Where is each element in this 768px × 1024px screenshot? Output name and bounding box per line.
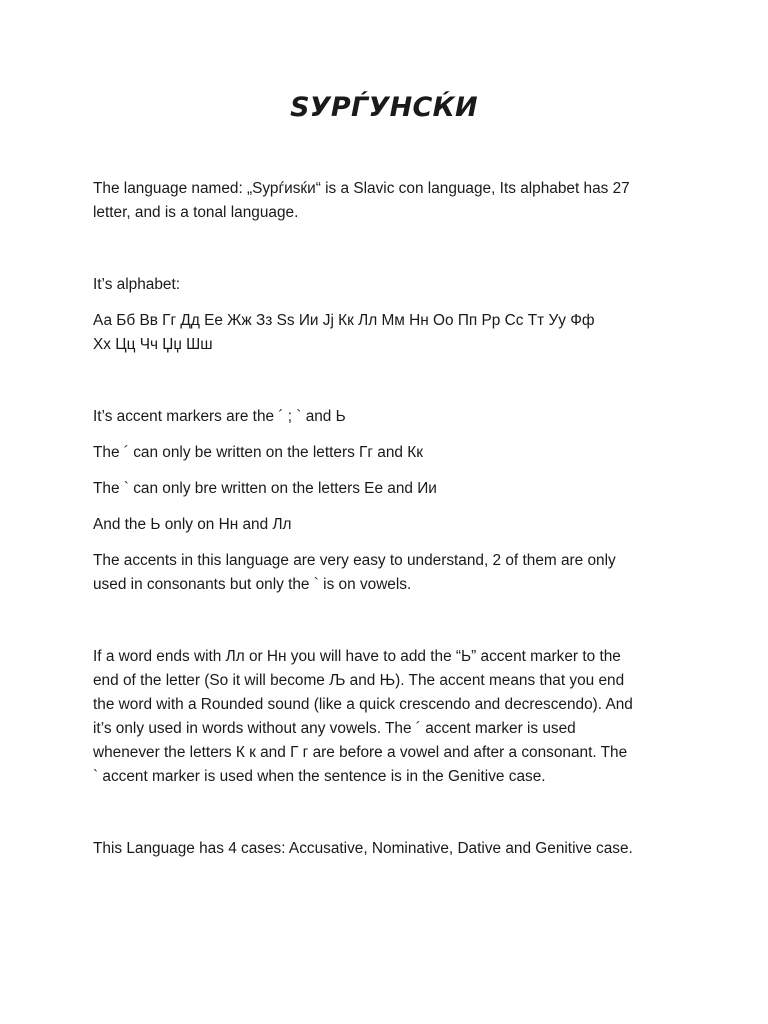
alphabet-paragraph	[93, 309, 683, 357]
word-end-line-4: it’s only used in words without any vowels. The ´ accent marker is used	[93, 720, 576, 737]
word-end-line-5: whenever the letters К к and Г г are before a vowel and after a consonant. The	[93, 744, 628, 761]
acute-rule-paragraph: The ´ can only be written on the letters Гг and Кк	[93, 444, 423, 461]
word-end-rule-paragraph	[93, 645, 683, 789]
intro-paragraph	[93, 177, 683, 225]
word-end-line-1: If a word ends with Лл or Нн you will have to add the “Ь” accent marker to the	[93, 648, 621, 665]
intro-line-1: The language named: „Sурѓиsќи“ is a Slavic con language, Its alphabet has 27	[93, 180, 630, 197]
accent-markers-paragraph: It’s accent markers are the ´ ; ` and Ь	[93, 408, 346, 425]
alphabet-line-1: Аа Бб Вв Гг Дд Ее Жж Зз Ss Ии Јј Кк Лл Мм Нн Оо Пп Рр Сс Тт Уу Фф	[93, 312, 595, 329]
document-title: SУРЃУНСЌИ	[290, 92, 478, 123]
cases-paragraph: This Language has 4 cases: Accusative, Nominative, Dative and Genitive case.	[93, 840, 633, 857]
grave-rule-paragraph: The ` can only bre written on the letters Ее and Ии	[93, 480, 437, 497]
word-end-line-3: the word with a Rounded sound (like a quick crescendo and decrescendo). And	[93, 696, 633, 713]
alphabet-heading: It’s alphabet:	[93, 276, 180, 293]
accents-summary-line-1: The accents in this language are very easy to understand, 2 of them are only	[93, 552, 616, 569]
accents-summary-paragraph	[93, 549, 683, 597]
word-end-line-2: end of the letter (So it will become Љ and Њ). The accent means that you end	[93, 672, 625, 689]
word-end-line-6: ` accent marker is used when the sentence is in the Genitive case.	[93, 768, 546, 785]
soft-sign-rule-paragraph: And the Ь only on Нн and Лл	[93, 516, 292, 533]
accents-summary-line-2: used in consonants but only the ` is on vowels.	[93, 576, 412, 593]
alphabet-line-2: Хх Цц Чч Џџ Шш	[93, 336, 213, 353]
intro-line-2: letter, and is a tonal language.	[93, 204, 299, 221]
